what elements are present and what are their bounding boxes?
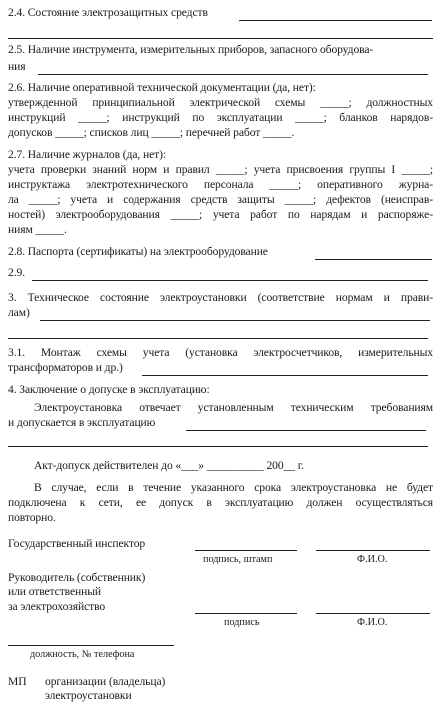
item-2-7-line-3: ла _____; учета и содержания средств защиты _____; дефектов (неисправ- <box>8 193 433 206</box>
item-2-7-line-2: инструктажа электротехнического персонала _____; оперативного журна- <box>8 178 433 191</box>
item-2-7-line-1: учета проверки знаний норм и правил _____; учета присвоения группы I _____; <box>8 163 433 176</box>
answer-line[interactable] <box>40 320 430 321</box>
item-2-6-line-2: инструкций _____; инструкций по эксплуатации _____; бланков нарядов- <box>8 111 433 124</box>
answer-line[interactable] <box>8 338 428 339</box>
answer-line[interactable] <box>142 375 428 376</box>
caption-signature-stamp: подпись, штамп <box>203 554 273 565</box>
position-line[interactable] <box>8 645 174 646</box>
head-label-3: за электрохозяйство <box>8 600 106 613</box>
caption-signature: подпись <box>224 617 260 628</box>
item-2-9: 2.9. <box>8 266 25 279</box>
answer-line[interactable] <box>32 280 428 281</box>
item-2-6-line-1: утвержденной принципиальной электрической схемы _____; должностных <box>8 96 433 109</box>
head-label-1: Руководитель (собственник) <box>8 571 146 584</box>
validity-line: Акт-допуск действителен до «___» __________ 200__ г. <box>34 459 304 472</box>
seal-org-line-1: организации (владельца) <box>45 675 166 688</box>
seal-place-label: МП <box>8 675 27 688</box>
item-3-1-cont: трансформаторов и др.) <box>8 361 123 374</box>
answer-line[interactable] <box>8 38 433 39</box>
item-2-7-line-4: ностей) электрооборудования _____; учета работ по нарядам и распоряже- <box>8 208 433 221</box>
caption-fio: Ф.И.О. <box>357 554 388 565</box>
item-2-5-cont: ния <box>8 60 26 73</box>
note-line-1: В случае, если в течение указанного срока электроустановка не будет <box>34 481 433 494</box>
signature-line[interactable] <box>195 550 297 551</box>
item-3-cont: лам) <box>8 306 30 319</box>
answer-line[interactable] <box>8 446 428 447</box>
answer-line[interactable] <box>38 74 428 75</box>
item-2-6: 2.6. Наличие оперативной технической документации (да, нет): <box>8 81 316 94</box>
answer-line[interactable] <box>239 20 432 21</box>
item-2-8: 2.8. Паспорта (сертификаты) на электрооборудование <box>8 245 268 258</box>
item-3-1: 3.1. Монтаж схемы учета (установка электросчетчиков, измерительных <box>8 346 433 359</box>
inspector-label: Государственный инспектор <box>8 537 146 550</box>
answer-line[interactable] <box>315 259 432 260</box>
signature-line[interactable] <box>195 613 297 614</box>
note-line-2: подключена к сети, ее допуск в эксплуатацию должен осуществляться <box>8 496 433 509</box>
note-line-3: повторно. <box>8 511 56 524</box>
caption-position-phone: должность, № телефона <box>30 649 135 660</box>
fio-line[interactable] <box>316 550 430 551</box>
conclusion-line-2: и допускается в эксплуатацию <box>8 416 156 429</box>
seal-org-line-2: электроустановки <box>45 689 132 702</box>
conclusion-line-1: Электроустановка отвечает установленным техническим требованиям <box>34 401 433 414</box>
item-2-7: 2.7. Наличие журналов (да, нет): <box>8 148 166 161</box>
item-2-4: 2.4. Состояние электрозащитных средств <box>8 6 208 19</box>
answer-line[interactable] <box>186 430 426 431</box>
fio-line[interactable] <box>316 613 430 614</box>
item-2-5: 2.5. Наличие инструмента, измерительных приборов, запасного оборудова- <box>8 43 374 56</box>
head-label-2: или ответственный <box>8 585 102 598</box>
item-2-7-line-5: ниям _____. <box>8 223 67 236</box>
item-2-6-line-3: допусков _____; списков лиц _____; перечней работ _____. <box>8 126 295 139</box>
item-4: 4. Заключение о допуске в эксплуатацию: <box>8 383 210 396</box>
item-3: 3. Техническое состояние электроустановки (соответствие нормам и прави- <box>8 291 433 304</box>
caption-fio: Ф.И.О. <box>357 617 388 628</box>
